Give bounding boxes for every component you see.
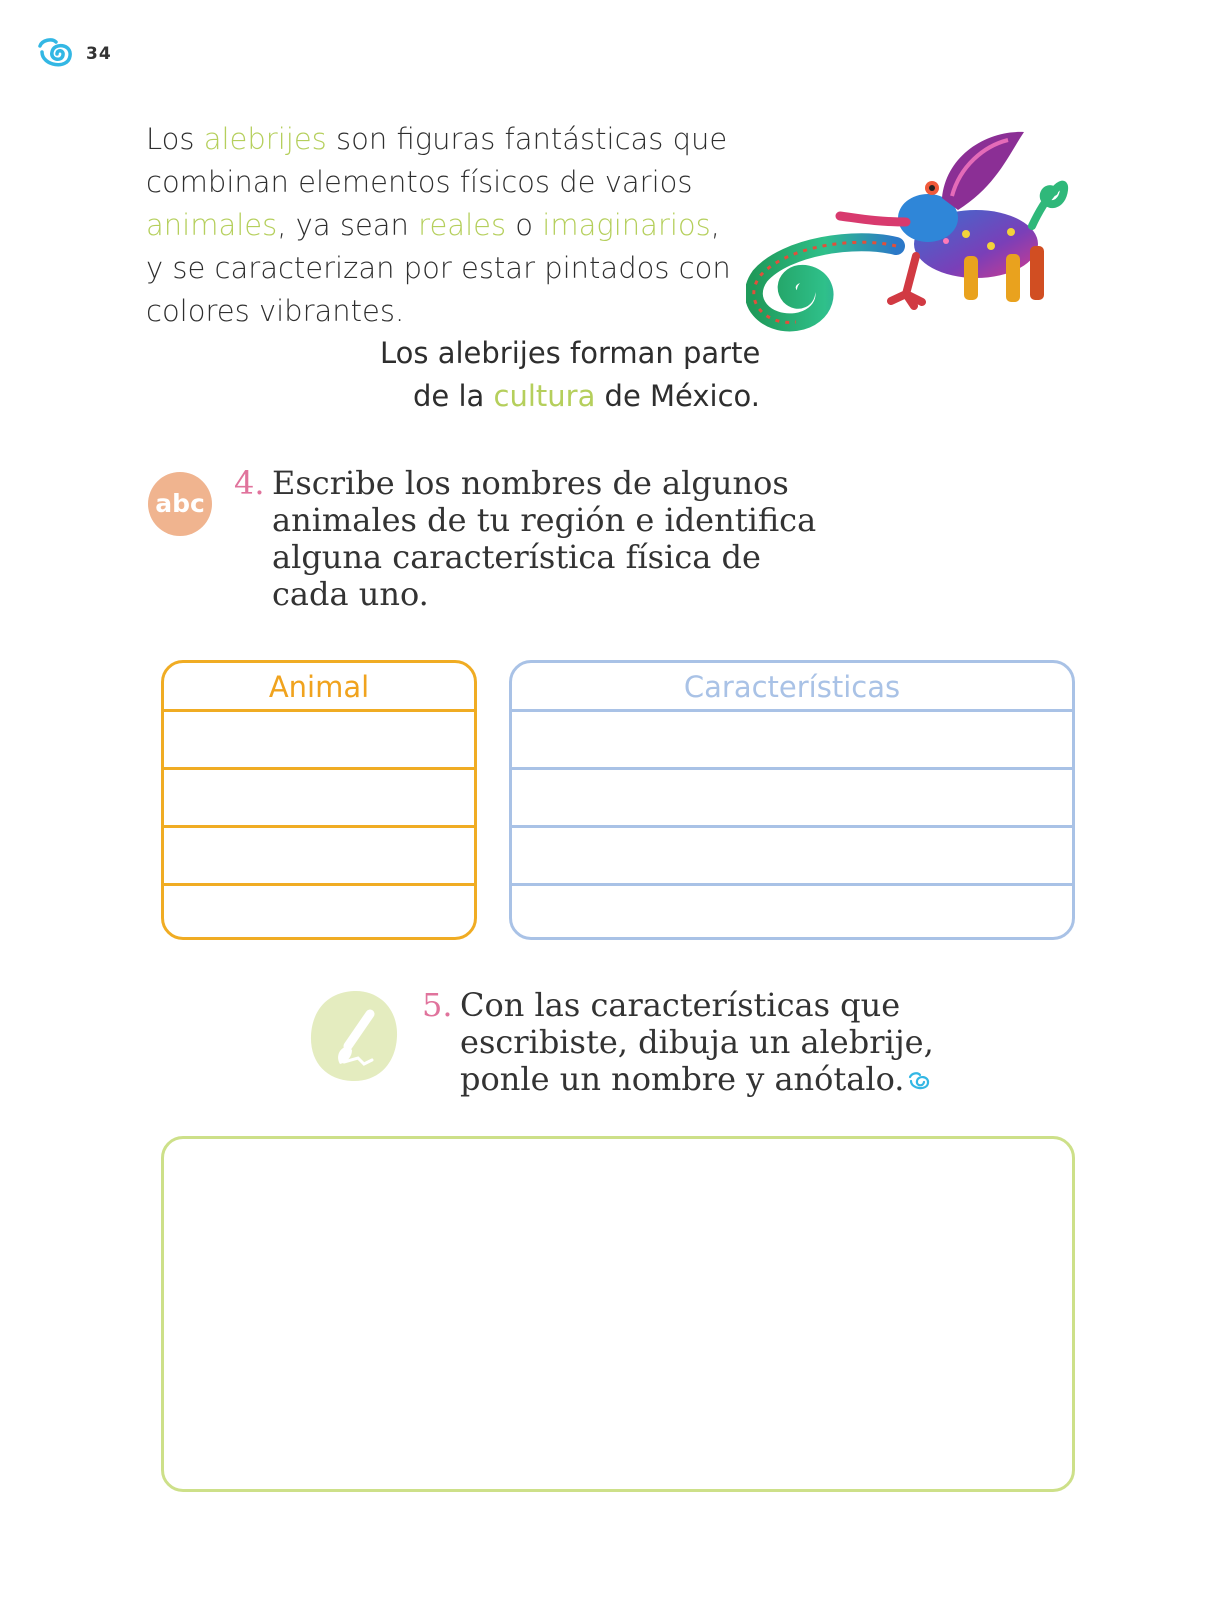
intro-text: ,: [710, 208, 721, 242]
highlighted-word: alebrijes: [203, 122, 327, 156]
activity-4-line: animales de tu región e identifica: [272, 501, 817, 539]
highlighted-word: imaginarios: [542, 208, 711, 242]
animal-answer-row[interactable]: [164, 828, 474, 886]
highlighted-word: animales: [146, 208, 278, 242]
intro-text: combinan elementos físicos de varios: [146, 165, 693, 199]
intro-text: o: [506, 208, 543, 242]
spiral-icon: [908, 1071, 932, 1093]
abc-writing-icon: abc: [148, 472, 212, 536]
activity-4-instruction: [234, 464, 817, 613]
characteristics-table: [509, 660, 1075, 940]
intro-text: Los alebrijes forman parte: [380, 336, 761, 370]
intro-line: [146, 290, 746, 333]
characteristics-column-header: Características: [512, 663, 1072, 712]
intro-text: de la: [413, 379, 494, 413]
animal-table: [161, 660, 477, 940]
intro-line: [146, 204, 746, 247]
activity-5-line: Con las características que: [460, 986, 901, 1024]
activity-5-line: ponle un nombre y anótalo.: [460, 1060, 905, 1098]
activity-5-number: 5.: [422, 986, 453, 1024]
activity-4-number: 4.: [234, 464, 265, 502]
characteristics-answer-row[interactable]: [512, 828, 1072, 886]
characteristics-answer-row[interactable]: [512, 886, 1072, 940]
highlighted-word: reales: [418, 208, 507, 242]
intro-text: Los: [146, 122, 204, 156]
intro-line: [380, 375, 760, 418]
animal-answer-row[interactable]: [164, 712, 474, 770]
intro-line: [146, 247, 746, 290]
paintbrush-icon: [308, 988, 400, 1084]
intro-closing: [380, 332, 760, 418]
activity-4-line: alguna característica física de: [272, 538, 761, 576]
intro-line: [146, 161, 746, 204]
animal-answer-row[interactable]: [164, 770, 474, 828]
activity-5-line: escribiste, dibuja un alebrije,: [460, 1023, 934, 1061]
drawing-area[interactable]: [161, 1136, 1075, 1492]
page-number: 34: [86, 44, 112, 64]
intro-text: colores vibrantes.: [146, 294, 405, 328]
highlighted-word: cultura: [493, 379, 596, 413]
spiral-icon: [36, 36, 76, 74]
animal-answer-row[interactable]: [164, 886, 474, 940]
intro-text: y se caracterizan por estar pintados con: [146, 251, 731, 285]
intro-text: son figuras fantásticas que: [326, 122, 728, 156]
characteristics-answer-row[interactable]: [512, 712, 1072, 770]
alebrije-image: [746, 126, 1076, 332]
intro-line: [146, 118, 746, 161]
activity-5-instruction: [422, 987, 942, 1098]
animal-column-header: Animal: [164, 663, 474, 712]
activity-4-line: Escribe los nombres de algunos: [272, 464, 789, 502]
intro-text: de México.: [595, 379, 760, 413]
intro-text: , ya sean: [277, 208, 419, 242]
intro-line: [380, 332, 760, 375]
characteristics-answer-row[interactable]: [512, 770, 1072, 828]
activity-4-line: cada uno.: [272, 575, 429, 613]
intro-paragraph: [146, 118, 746, 333]
